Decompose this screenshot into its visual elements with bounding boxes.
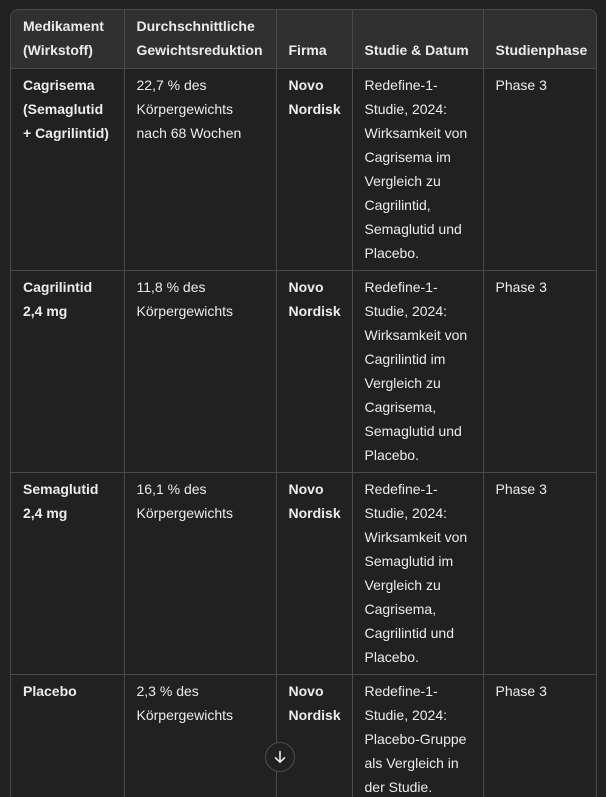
header-row: [11, 10, 596, 69]
header-studie-datum: Studie & Datum: [352, 10, 483, 69]
cell-firma: Novo Nordisk: [276, 675, 352, 797]
cell-medikament: Cagrilintid 2,4 mg: [11, 271, 124, 473]
cell-firma: Novo Nordisk: [276, 69, 352, 271]
cell-studie: Redefine-1-Studie, 2024: Wirksamkeit von Cagrilintid im Vergleich zu Cagrisema, Semaglutid und Placebo.: [352, 271, 483, 473]
table-header: [11, 10, 596, 69]
arrow-down-icon: [272, 749, 288, 765]
cell-reduktion: 11,8 % des Körpergewichts: [124, 271, 276, 473]
cell-medikament: Placebo: [11, 675, 124, 797]
table-row: [11, 675, 596, 797]
cell-firma: Novo Nordisk: [276, 271, 352, 473]
header-medikament: Medikament (Wirkstoff): [11, 10, 124, 69]
header-studienphase: Studienphase: [483, 10, 596, 69]
cell-studie: Redefine-1-Studie, 2024: Wirksamkeit von Semaglutid im Vergleich zu Cagrisema, Cagrilintid und Placebo.: [352, 473, 483, 675]
header-gewichtsreduktion: Durchschnittliche Gewichtsreduktion: [124, 10, 276, 69]
cell-medikament: Cagrisema (Semaglutid + Cagrilintid): [11, 69, 124, 271]
cell-phase: Phase 3: [483, 271, 596, 473]
cell-medikament: Semaglutid 2,4 mg: [11, 473, 124, 675]
table-body: [11, 69, 596, 797]
table-row: [11, 69, 596, 271]
scroll-to-bottom-button[interactable]: [265, 742, 295, 772]
cell-phase: Phase 3: [483, 69, 596, 271]
header-firma: Firma: [276, 10, 352, 69]
cell-studie: Redefine-1-Studie, 2024: Wirksamkeit von Cagrisema im Vergleich zu Cagrilintid, Semaglutid und Placebo.: [352, 69, 483, 271]
cell-reduktion: 22,7 % des Körpergewichts nach 68 Wochen: [124, 69, 276, 271]
table-row: [11, 271, 596, 473]
comparison-table-container: [10, 9, 597, 797]
cell-reduktion: 16,1 % des Körpergewichts: [124, 473, 276, 675]
comparison-table: [11, 10, 596, 797]
table-row: [11, 473, 596, 675]
cell-firma: Novo Nordisk: [276, 473, 352, 675]
cell-reduktion: 2,3 % des Körpergewichts: [124, 675, 276, 797]
cell-phase: Phase 3: [483, 675, 596, 797]
cell-phase: Phase 3: [483, 473, 596, 675]
cell-studie: Redefine-1-Studie, 2024: Placebo-Gruppe als Vergleich in der Studie.: [352, 675, 483, 797]
